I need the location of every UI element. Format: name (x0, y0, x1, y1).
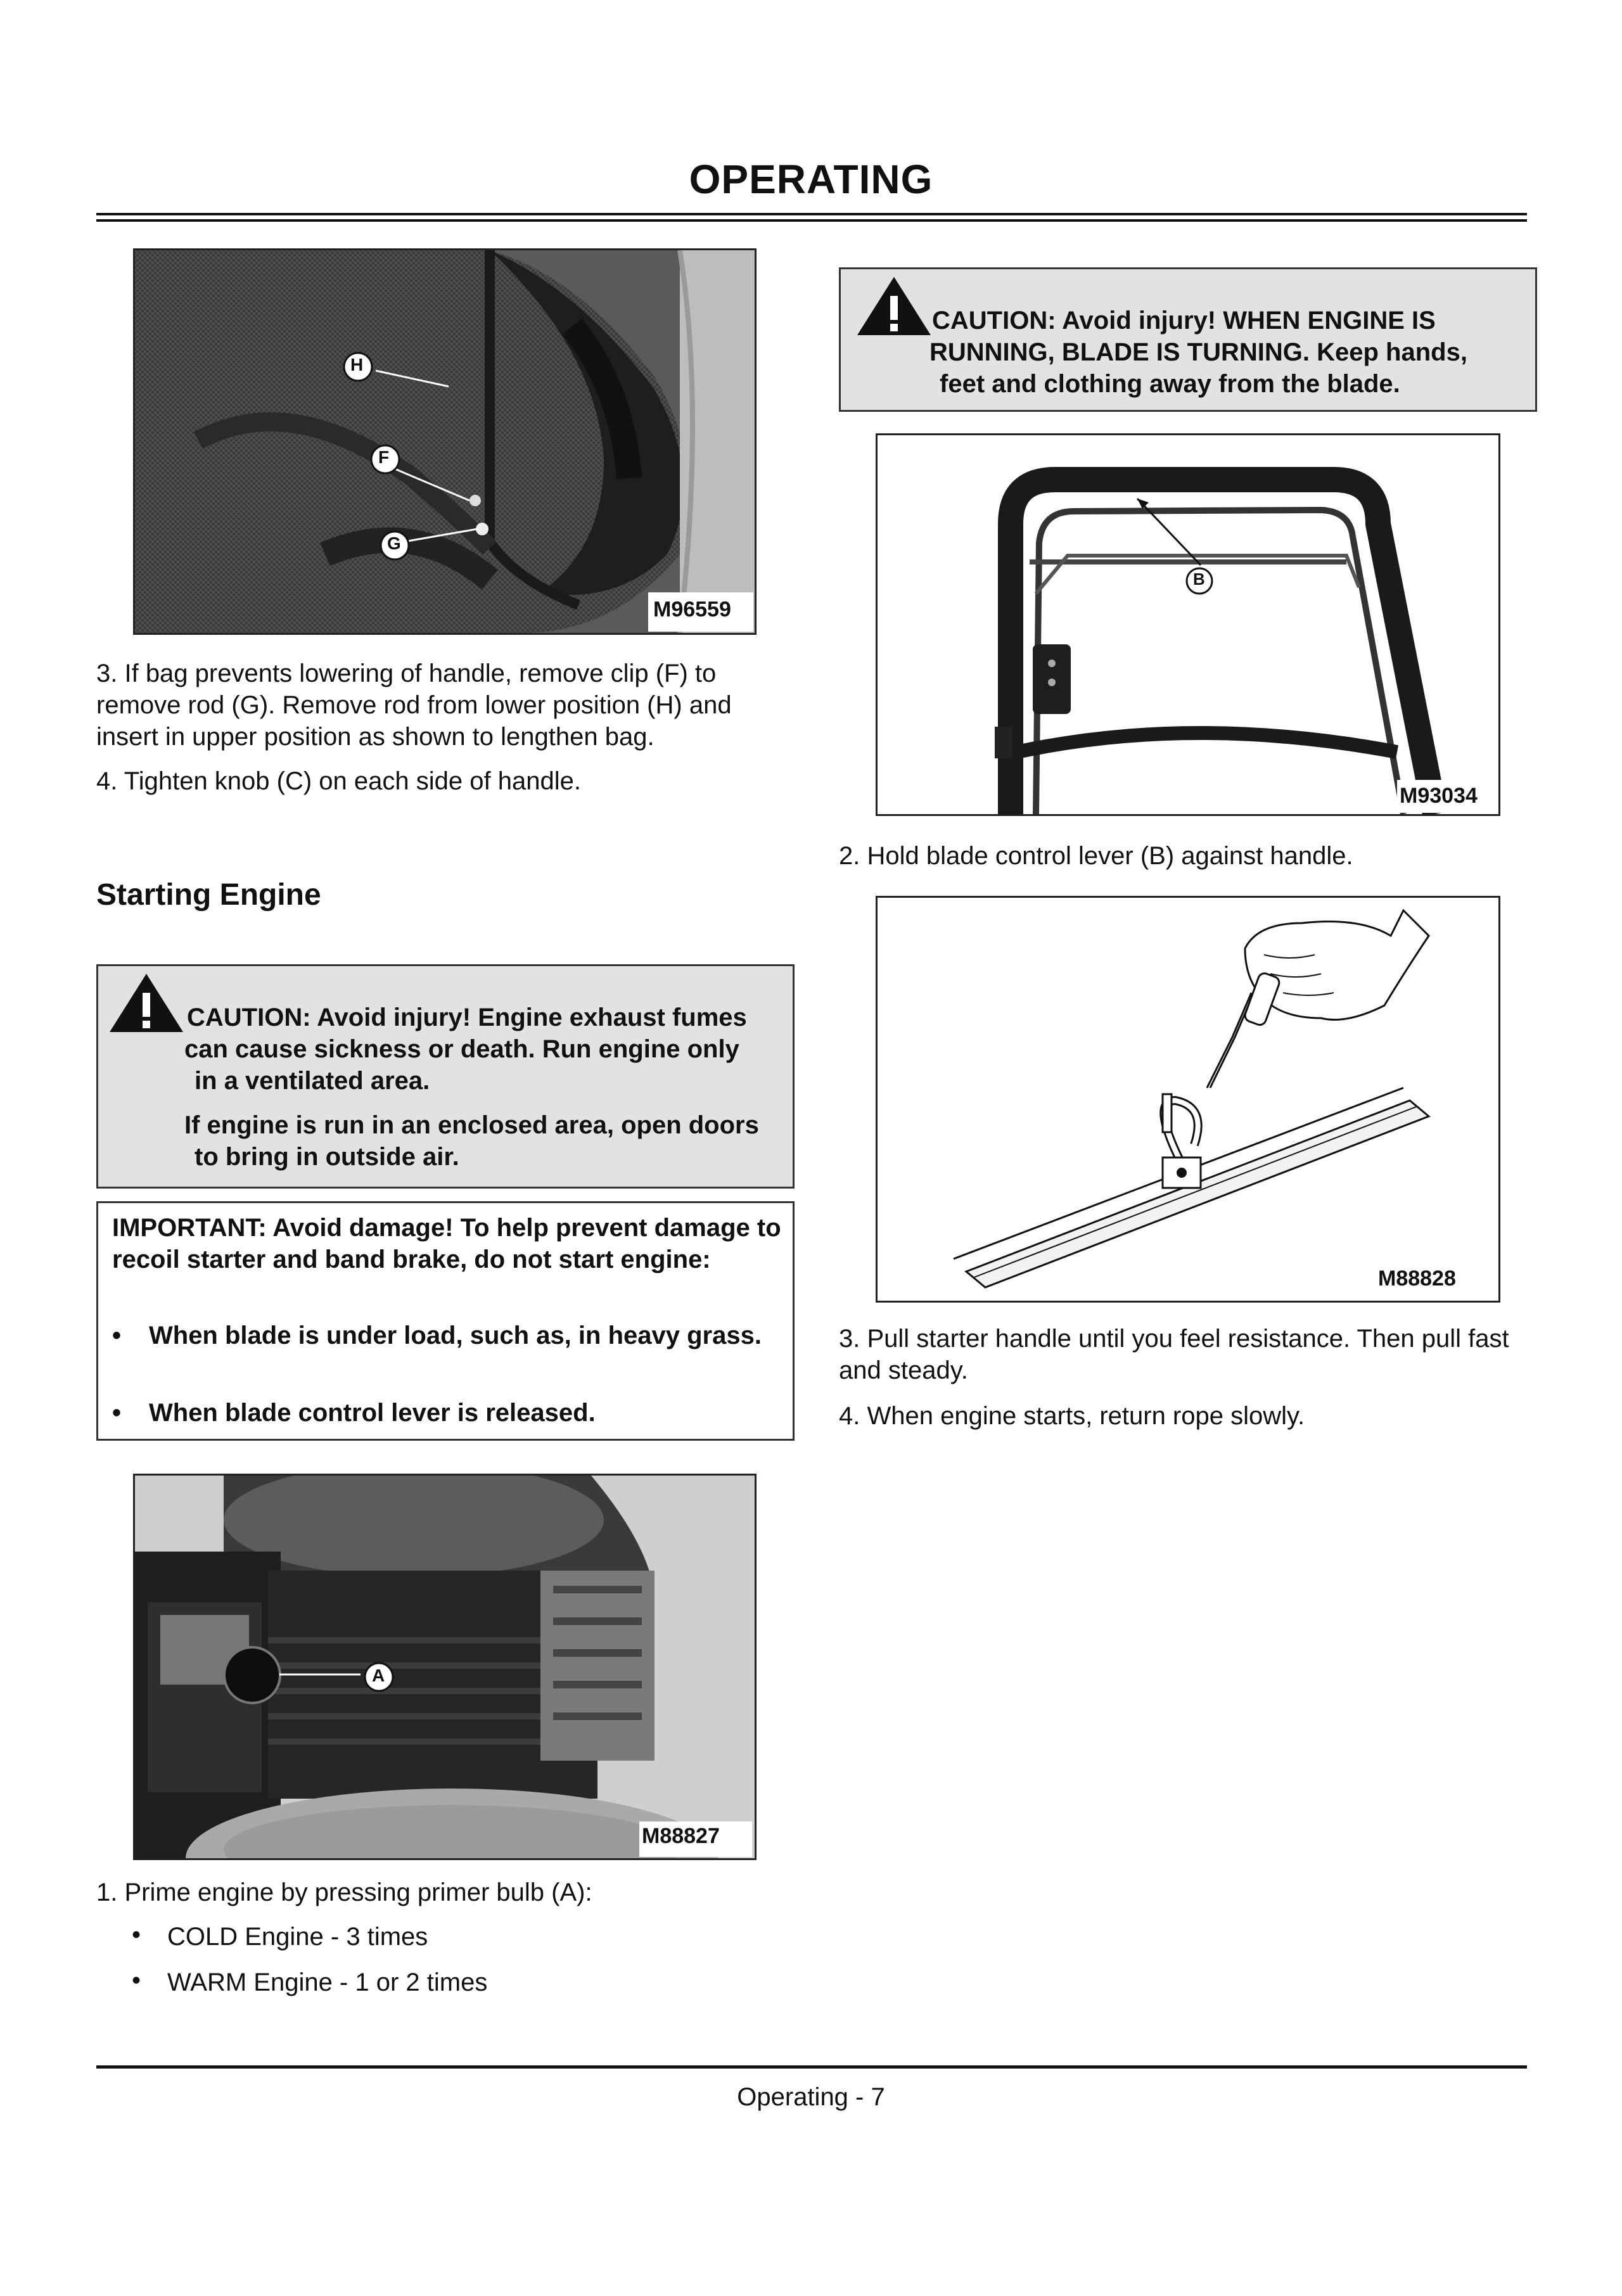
bullet-mark-warm: • (132, 1967, 141, 1994)
important-bullet-2-mark: • (112, 1399, 122, 1427)
step-2-text: 2. Hold blade control lever (B) against handle. (839, 842, 1353, 870)
caution-line-4: If engine is run in an enclosed area, open doors (184, 1111, 759, 1139)
bullet-mark-cold: • (132, 1921, 141, 1949)
caution-line-2: RUNNING, BLADE IS TURNING. Keep hands, (929, 338, 1467, 366)
caution-line-2: can cause sickness or death. Run engine only (184, 1035, 739, 1063)
step-4-right-text: 4. When engine starts, return rope slowly. (839, 1402, 1305, 1430)
step-4-text: 4. Tighten knob (C) on each side of handle. (96, 767, 581, 795)
figure-starter-pull (876, 896, 1500, 1303)
bullet-warm-engine: WARM Engine - 1 or 2 times (167, 1968, 488, 1996)
footer-rule (96, 2065, 1527, 2069)
figure-id: M96559 (653, 597, 731, 622)
section-title: Starting Engine (96, 878, 321, 912)
figure-engine-primer (133, 1474, 757, 1860)
figure-id: M88827 (642, 1824, 720, 1848)
caution-line-3: feet and clothing away from the blade. (940, 370, 1400, 398)
step-3-text: 3. If bag prevents lowering of handle, remove clip (F) to remove rod (G). Remove rod from lower position (H) and insert in upper position as shown to lengthen bag. (96, 660, 732, 751)
important-box (96, 1201, 795, 1441)
caution-line-5: to bring in outside air. (195, 1143, 459, 1171)
caution-box-exhaust (96, 964, 795, 1189)
important-bullet-2: When blade control lever is released. (149, 1399, 596, 1427)
callout-b: B (1193, 570, 1205, 589)
page-title: OPERATING (689, 156, 933, 202)
important-bullet-1-mark: • (112, 1322, 122, 1349)
grass-bag-photo (135, 250, 755, 633)
engine-primer-photo (135, 1476, 755, 1858)
caution-box-blade (839, 267, 1537, 412)
callout-a: A (372, 1666, 385, 1685)
warning-triangle-icon (855, 274, 933, 338)
callout-g: G (387, 533, 401, 553)
step-3-right-text: 3. Pull starter handle until you feel resistance. Then pull fast and steady. (839, 1325, 1509, 1384)
caution-line-3: in a ventilated area. (195, 1067, 430, 1095)
figure-grass-bag (133, 248, 757, 635)
starter-pull-illustration (878, 898, 1498, 1301)
callout-h: H (350, 355, 364, 374)
callout-f: F (378, 447, 390, 467)
figure-handle-lever (876, 433, 1500, 816)
step-1-text: 1. Prime engine by pressing primer bulb (A): (96, 1878, 592, 1906)
handle-lever-photo (878, 435, 1498, 814)
caution-line-1: CAUTION: Avoid injury! Engine exhaust fumes (187, 1004, 747, 1031)
warning-triangle-icon (107, 971, 186, 1035)
caution-line-1: CAUTION: Avoid injury! WHEN ENGINE IS (932, 307, 1436, 335)
important-bullet-1: When blade is under load, such as, in heavy grass. (149, 1322, 762, 1349)
page-footer: Operating - 7 (737, 2083, 885, 2111)
header-rule (96, 213, 1527, 222)
important-intro: IMPORTANT: Avoid damage! To help prevent damage to recoil starter and band brake, do not start engine: (112, 1214, 781, 1273)
figure-id: M93034 (1400, 784, 1478, 808)
bullet-cold-engine: COLD Engine - 3 times (167, 1923, 428, 1951)
figure-id: M88828 (1378, 1266, 1456, 1291)
